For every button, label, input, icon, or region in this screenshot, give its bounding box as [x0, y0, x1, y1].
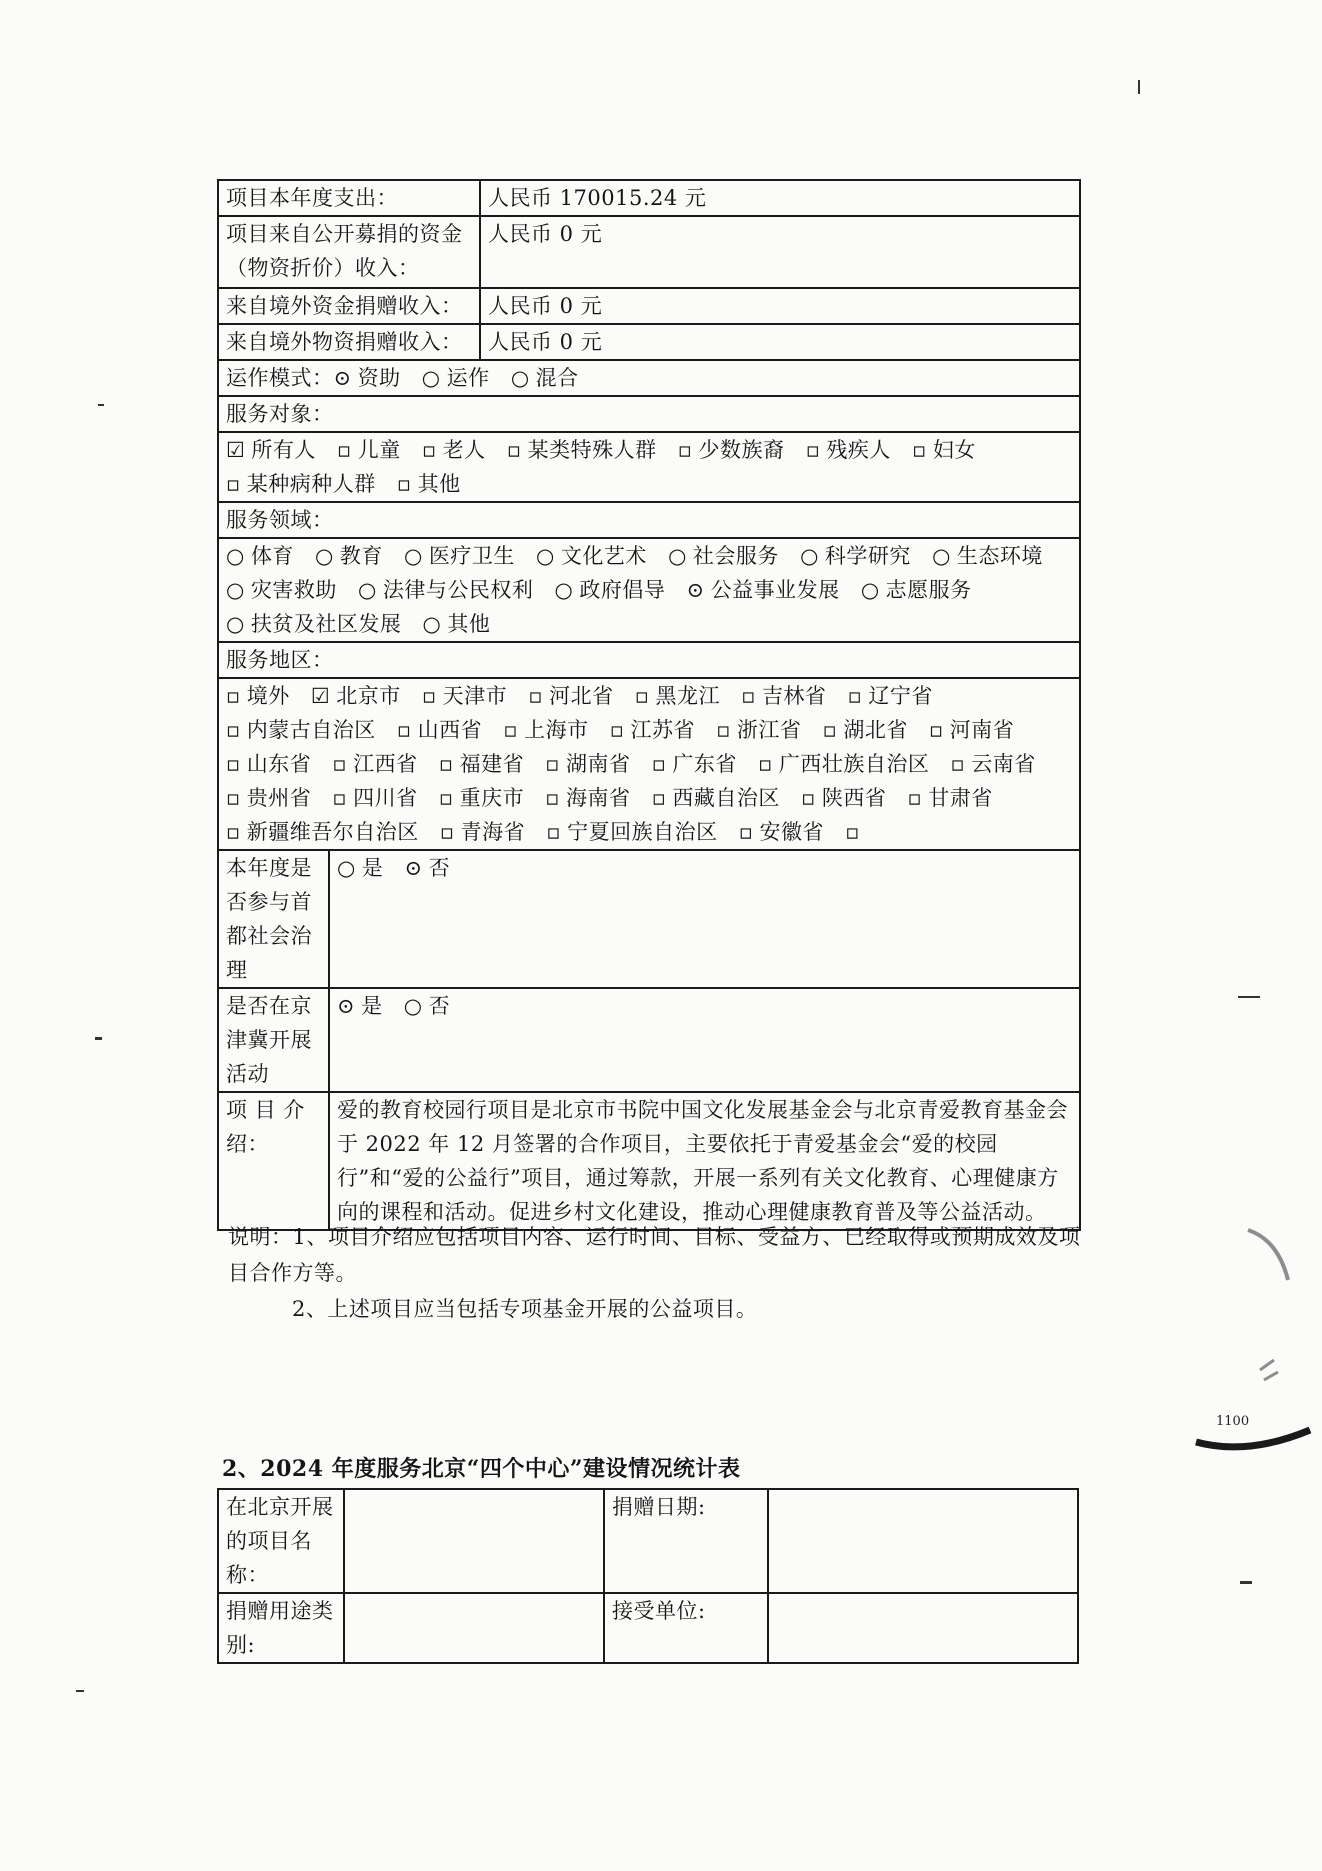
checkbox-icon: ▫ [439, 820, 455, 844]
note-2: 2、上述项目应当包括专项基金开展的公益项目。 [292, 1297, 758, 1321]
option-label: 山东省 [246, 752, 312, 776]
option-label: 残疾人 [826, 438, 891, 462]
option-item [397, 718, 482, 742]
checkbox-icon: ▫ [546, 820, 562, 844]
note-1: 说明：1、项目介绍应包括项目内容、运行时间、目标、受益方、已经取得或预期成效及项目合作方等。 [228, 1225, 1081, 1285]
option-label: 甘肃省 [928, 786, 993, 810]
radio-icon: ○ [403, 994, 423, 1018]
checkbox-icon: ▫ [907, 786, 923, 810]
operation-mode-row [218, 360, 1080, 396]
option-item [845, 820, 866, 844]
option-item [226, 578, 337, 602]
checkbox-icon: ▫ [847, 684, 863, 708]
option-item [687, 578, 840, 602]
option-item [422, 438, 486, 462]
option-item [404, 544, 515, 568]
option-item [716, 718, 801, 742]
operation-mode-label: 运作模式： [226, 366, 334, 390]
option-label: 北京市 [336, 684, 401, 708]
donation-date-value [768, 1489, 1078, 1593]
option-item [315, 544, 383, 568]
service-region-label: 服务地区： [218, 642, 1080, 678]
jingjinji-options [329, 988, 1080, 1092]
checkbox-icon: ▫ [950, 752, 966, 776]
intro-label: 项 目 介 绍： [218, 1092, 329, 1230]
option-label: 其他 [447, 612, 491, 636]
radio-icon: ○ [554, 578, 574, 602]
option-item [226, 752, 311, 776]
option-label: 生态环境 [956, 544, 1043, 568]
radio-icon: ○ [404, 544, 423, 568]
option-item [226, 820, 419, 844]
radio-icon: ○ [668, 544, 687, 568]
option-item [861, 578, 972, 602]
option-label: 扶贫及社区发展 [250, 612, 402, 636]
option-item [226, 612, 401, 636]
option-label: 否 [428, 856, 451, 880]
option-label: 湖南省 [566, 752, 631, 776]
option-label: 湖北省 [843, 718, 908, 742]
option-label: 广东省 [672, 752, 737, 776]
checkbox-icon: ▫ [651, 752, 667, 776]
scan-speck [98, 404, 104, 406]
radio-icon: ○ [800, 544, 819, 568]
option-item [951, 752, 1036, 776]
capital-governance-options [329, 850, 1080, 988]
option-item [337, 856, 383, 880]
option-label: 法律与公民权利 [382, 578, 534, 602]
option-label: 黑龙江 [655, 684, 721, 708]
option-item [440, 820, 525, 844]
checkbox-icon: ▫ [332, 786, 348, 810]
checkbox-icon: ▫ [506, 438, 522, 462]
option-item [423, 612, 491, 636]
option-label: 妇女 [932, 438, 976, 462]
radio-icon: ○ [226, 544, 245, 568]
checkbox-icon: ▫ [396, 718, 412, 742]
option-item [397, 472, 461, 496]
checkbox-icon: ▫ [609, 718, 625, 742]
option-item [668, 544, 779, 568]
radio-icon: ○ [932, 544, 951, 568]
scan-speck [1138, 80, 1140, 94]
project-info-table [217, 179, 1081, 1231]
option-label: 公益事业发展 [710, 578, 840, 602]
service-field-options [218, 538, 1080, 642]
checkbox-icon: ▫ [545, 752, 560, 776]
scan-speck [1238, 996, 1260, 998]
checkbox-icon: ▫ [738, 820, 754, 844]
option-item [806, 438, 891, 462]
option-label: 四川省 [353, 786, 418, 810]
option-label: 河北省 [549, 684, 614, 708]
expense-value: 人民币 170015.24 元 [480, 180, 1080, 216]
option-item [545, 752, 630, 776]
checkbox-icon: ▫ [822, 718, 838, 742]
checkbox-icon: ▫ [677, 438, 693, 462]
radio-selected-icon: ⊙ [404, 856, 423, 880]
option-label: 政府倡导 [579, 578, 666, 602]
option-item [555, 578, 666, 602]
option-label: 资助 [357, 366, 401, 390]
checkbox-icon: ▫ [545, 786, 560, 810]
donation-use-value [344, 1593, 604, 1663]
checkbox-icon: ▫ [226, 472, 241, 496]
option-label: 科学研究 [824, 544, 911, 568]
section-2-title: 2、2024 年度服务北京“四个中心”建设情况统计表 [222, 1456, 741, 1482]
radio-icon: ○ [226, 578, 245, 602]
option-label: 浙江省 [736, 718, 802, 742]
option-label: 西藏自治区 [672, 786, 780, 810]
option-item [652, 786, 780, 810]
option-label: 文化艺术 [560, 544, 647, 568]
seal-text: 1100 [1216, 1414, 1250, 1429]
option-item [226, 472, 376, 496]
option-label: 河南省 [949, 718, 1015, 742]
radio-selected-icon: ⊙ [337, 994, 356, 1018]
option-item [610, 718, 695, 742]
option-item [801, 786, 886, 810]
notes [228, 1219, 1088, 1327]
checkbox-icon: ▫ [226, 684, 241, 708]
radio-icon: ○ [315, 544, 334, 568]
option-item [337, 994, 383, 1018]
option-label: 老人 [442, 438, 486, 462]
radio-selected-icon: ⊙ [333, 366, 352, 390]
checkbox-icon: ▫ [337, 438, 352, 462]
four-centers-table [217, 1488, 1079, 1664]
scan-speck [1240, 1581, 1252, 1584]
jingjinji-label: 是否在京津冀开展活动 [218, 988, 329, 1092]
checkbox-icon: ▫ [438, 752, 454, 776]
option-label: 山西省 [417, 718, 483, 742]
option-label: 重庆市 [459, 786, 525, 810]
checkbox-icon: ▫ [805, 438, 821, 462]
option-label: 是 [361, 994, 383, 1018]
foreign-goods-label: 来自境外物资捐赠收入： [218, 324, 480, 360]
option-item [358, 578, 533, 602]
option-label: 教育 [339, 544, 383, 568]
donation-date-label: 捐赠日期: [604, 1489, 768, 1593]
option-item [739, 820, 824, 844]
option-label: 吉林省 [761, 684, 827, 708]
checkbox-icon: ▫ [226, 786, 241, 810]
service-target-label: 服务对象： [218, 396, 1080, 432]
expense-label: 项目本年度支出： [218, 180, 480, 216]
checkbox-icon: ▫ [226, 820, 241, 844]
option-item [422, 684, 507, 708]
option-item [503, 718, 588, 742]
checkbox-icon: ▫ [226, 718, 241, 742]
checkbox-icon: ▫ [758, 752, 773, 776]
radio-icon: ○ [536, 544, 555, 568]
capital-governance-label: 本年度是否参与首都社会治理 [218, 850, 329, 988]
option-label: 宁夏回族自治区 [567, 820, 718, 844]
option-item [311, 684, 401, 708]
option-label: 福建省 [459, 752, 525, 776]
operation-mode-options [334, 366, 593, 390]
option-item [332, 752, 417, 776]
public-fundraising-label: 项目来自公开募捐的资金（物资折价）收入： [218, 216, 480, 288]
checkbox-icon: ▫ [634, 684, 650, 708]
radio-icon: ○ [860, 578, 880, 602]
option-label: 某类特殊人群 [527, 438, 657, 462]
option-label: 广西壮族自治区 [778, 752, 930, 776]
option-label: 体育 [250, 544, 294, 568]
option-item [422, 366, 490, 390]
option-item [546, 820, 717, 844]
intro-text: 爱的教育校园行项目是北京市书院中国文化发展基金会与北京青爱教育基金会于 2022 年 12 月签署的合作项目，主要依托于青爱基金会“爱的校园行”和“爱的公益行”项目，通过筹款，开展一系列有关文化教育、心理健康方向的课程和活动。促进乡村文化建设，推动心理健康教育普及等公益活动。 [329, 1092, 1080, 1230]
option-label: 江西省 [353, 752, 418, 776]
option-label: 所有人 [251, 438, 316, 462]
option-label: 上海市 [524, 718, 589, 742]
option-label: 灾害救助 [250, 578, 337, 602]
option-item [226, 684, 290, 708]
radio-icon: ○ [226, 612, 245, 636]
option-item [545, 786, 630, 810]
radio-icon: ○ [510, 366, 530, 390]
option-item [635, 684, 720, 708]
checkbox-icon: ▫ [716, 718, 731, 742]
service-field-label: 服务领域： [218, 502, 1080, 538]
radio-icon: ○ [422, 612, 442, 636]
recipient-value [768, 1593, 1078, 1663]
scan-speck [95, 1037, 102, 1040]
option-item [337, 438, 401, 462]
option-label: 江苏省 [630, 718, 695, 742]
option-item [226, 544, 294, 568]
option-label: 新疆维吾尔自治区 [246, 820, 419, 844]
option-label: 青海省 [460, 820, 526, 844]
option-item [741, 684, 826, 708]
option-item [929, 718, 1014, 742]
checkbox-icon: ▫ [741, 684, 756, 708]
radio-icon: ○ [421, 366, 441, 390]
option-item [226, 786, 311, 810]
option-item [439, 786, 524, 810]
scan-speck [76, 1690, 84, 1692]
checkbox-icon: ▫ [912, 438, 927, 462]
option-item [439, 752, 524, 776]
option-item [507, 438, 657, 462]
option-label: 儿童 [357, 438, 401, 462]
option-item [678, 438, 785, 462]
radio-icon: ○ [358, 578, 377, 602]
option-label: 某种病种人群 [246, 472, 376, 496]
option-item [908, 786, 993, 810]
option-item [758, 752, 929, 776]
foreign-funds-label: 来自境外资金捐赠收入： [218, 288, 480, 324]
option-label: 境外 [246, 684, 290, 708]
option-item [536, 544, 647, 568]
option-label: 志愿服务 [885, 578, 972, 602]
option-item [823, 718, 908, 742]
option-label: 少数族裔 [698, 438, 785, 462]
checkbox-icon: ▫ [396, 472, 412, 496]
checkbox-icon: ▫ [226, 752, 241, 776]
option-item [404, 994, 450, 1018]
option-item [932, 544, 1043, 568]
project-name-value [344, 1489, 604, 1593]
option-label: 辽宁省 [868, 684, 933, 708]
service-region-options [218, 678, 1080, 850]
foreign-funds-value: 人民币 0 元 [480, 288, 1080, 324]
checkbox-icon: ▫ [332, 752, 348, 776]
option-label: 天津市 [442, 684, 508, 708]
checkbox-icon: ▫ [421, 684, 437, 708]
checkbox-icon: ▫ [421, 438, 437, 462]
checkbox-icon: ▫ [503, 718, 519, 742]
option-item [332, 786, 417, 810]
checkbox-icon: ▫ [438, 786, 454, 810]
option-item [848, 684, 933, 708]
foreign-goods-value: 人民币 0 元 [480, 324, 1080, 360]
checkbox-icon: ▫ [845, 820, 860, 844]
option-label: 内蒙古自治区 [246, 718, 376, 742]
option-item [226, 718, 376, 742]
option-item [800, 544, 911, 568]
checked-box-icon: ☑ [226, 438, 246, 462]
seal-stamp-fragment [1188, 1220, 1318, 1460]
public-fundraising-value: 人民币 0 元 [480, 216, 1080, 288]
option-item [652, 752, 737, 776]
option-label: 是 [361, 856, 384, 880]
checkbox-icon: ▫ [801, 786, 816, 810]
option-item [912, 438, 976, 462]
option-label: 运作 [446, 366, 490, 390]
option-item [226, 438, 316, 462]
checkbox-icon: ▫ [651, 786, 667, 810]
option-label: 海南省 [566, 786, 631, 810]
option-label: 其他 [417, 472, 461, 496]
option-item [405, 856, 451, 880]
project-name-label: 在北京开展的项目名称： [218, 1489, 344, 1593]
checkbox-icon: ▫ [929, 718, 944, 742]
option-label: 陕西省 [821, 786, 887, 810]
radio-icon: ○ [337, 856, 356, 880]
option-label: 否 [428, 994, 451, 1018]
option-label: 云南省 [971, 752, 1036, 776]
option-item [334, 366, 401, 390]
checked-box-icon: ☑ [310, 684, 331, 708]
recipient-label: 接受单位: [604, 1593, 768, 1663]
option-item [511, 366, 579, 390]
donation-use-label: 捐赠用途类别: [218, 1593, 344, 1663]
option-label: 安徽省 [759, 820, 824, 844]
option-label: 医疗卫生 [428, 544, 515, 568]
radio-selected-icon: ⊙ [686, 578, 705, 602]
option-label: 贵州省 [246, 786, 312, 810]
option-item [528, 684, 613, 708]
service-target-options [218, 432, 1080, 502]
option-label: 社会服务 [692, 544, 779, 568]
checkbox-icon: ▫ [528, 684, 544, 708]
option-label: 混合 [535, 366, 579, 390]
